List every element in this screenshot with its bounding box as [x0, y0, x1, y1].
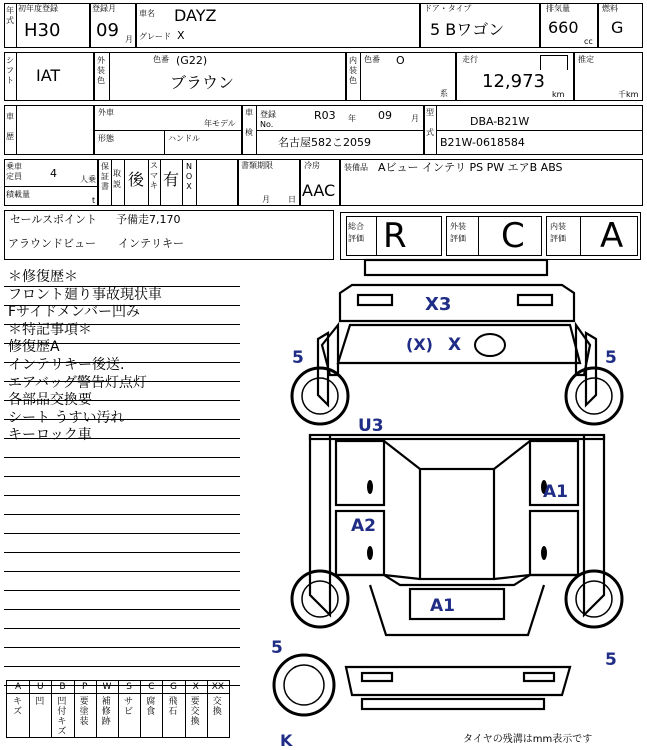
- load-label: 積載量: [6, 190, 30, 199]
- exterior-label: 外装 評価: [450, 222, 466, 243]
- tire-front-right: 5: [605, 348, 617, 368]
- legend-meaning: 凹: [35, 697, 45, 707]
- notes-rule: [4, 609, 240, 610]
- legend-meaning: キズ: [13, 697, 23, 717]
- overall-grade: R: [383, 216, 407, 256]
- interior-grade: A: [600, 216, 624, 256]
- note-line: エアバッグ警告灯点灯: [8, 374, 147, 391]
- color-no-label: 色番: [153, 55, 169, 64]
- equipment: Aビュー インテリ PS PW エアB ABS: [378, 161, 563, 174]
- damage-x: X: [448, 335, 462, 355]
- legend-code: B: [59, 682, 66, 692]
- car-diagram: [270, 255, 647, 750]
- inspection-era: R03: [314, 109, 336, 122]
- grade-label: グレード: [139, 32, 171, 41]
- thousand-km: 千km: [618, 90, 639, 99]
- notes-rule: [4, 457, 240, 458]
- load-unit: t: [92, 196, 96, 205]
- doc-month: 月: [262, 195, 270, 204]
- legend-meaning: 凹付キズ: [57, 697, 67, 737]
- sales-sub1: アラウンドビュー: [8, 237, 96, 250]
- legend-code: W: [102, 682, 112, 692]
- tire-rear-left: 5: [271, 638, 283, 658]
- mileage-bracket: [540, 55, 568, 70]
- mileage: 12,973: [482, 71, 545, 92]
- ext-color-label: 外 装 色: [97, 56, 105, 85]
- cc-unit: cc: [584, 37, 593, 46]
- door-type: 5 Bワゴン: [430, 20, 505, 39]
- capacity-label: 乗車 定員: [6, 162, 22, 181]
- smartkey-value: 有: [163, 170, 180, 189]
- legend-code: XX: [211, 682, 225, 692]
- ac-label: 冷房: [304, 161, 320, 170]
- legend-meaning: 飛石: [168, 697, 178, 717]
- shift: IAT: [36, 66, 61, 85]
- row3-history-box: [4, 105, 94, 155]
- damage-a1-right: A1: [543, 482, 568, 502]
- mileage-label: 走行: [462, 55, 478, 64]
- sales-text: 予備走7,170: [116, 213, 181, 226]
- car-history-label: 車 歴: [6, 112, 14, 141]
- damage-x-paren: (X): [406, 335, 433, 354]
- legend-meaning: 補修跡: [101, 697, 111, 727]
- grade-value: X: [177, 29, 185, 42]
- note-line: シート うすい汚れ: [8, 409, 125, 426]
- note-line: ＊修復歴＊: [8, 269, 78, 285]
- smartkey-label: ス マ キ: [150, 161, 158, 190]
- legend-code: A: [15, 682, 22, 692]
- damage-a2-left: A2: [351, 516, 376, 536]
- reg-month-label: 登録月: [92, 4, 116, 13]
- spare-tire-k: K: [280, 731, 293, 750]
- ac-value: AAC: [302, 181, 336, 200]
- fuel-label: 燃料: [602, 4, 618, 13]
- legend-meaning: サビ: [124, 697, 134, 717]
- model-code: DBA-B21W: [470, 115, 530, 128]
- legend-meaning: 腐食: [146, 697, 156, 717]
- sales-sub2: インテリキー: [118, 237, 184, 250]
- inspection-year-unit: 年: [348, 114, 356, 123]
- note-line: フロント廻り事故現状車: [8, 286, 162, 303]
- displacement-label: 排気量: [546, 4, 570, 13]
- model-label: 型 式: [426, 108, 434, 137]
- legend-code: G: [169, 682, 177, 692]
- manual-label: 取 説: [113, 169, 121, 189]
- car-name-label: 車名: [139, 9, 155, 18]
- fuel: G: [611, 18, 624, 37]
- note-line: Fサイドメンバー凹み: [8, 304, 140, 321]
- note-line: インテリキー後送.: [8, 357, 125, 373]
- legend-code: P: [81, 682, 88, 692]
- interior-label: 内装 評価: [550, 222, 566, 243]
- reg-no-label: 登録 No.: [260, 110, 276, 129]
- notes-rule: [4, 533, 240, 534]
- model-year-label: 年モデル: [204, 119, 236, 128]
- month-value: 09: [96, 20, 119, 41]
- car-name: DAYZ: [174, 6, 217, 25]
- int-color-label: 内 装 色: [349, 56, 357, 85]
- legend-code: X: [192, 682, 199, 692]
- note-line: ＊特記事項＊: [8, 321, 92, 338]
- doc-label: 書類期限: [241, 161, 273, 170]
- inspection-month: 09: [378, 109, 392, 122]
- exterior-grade: C: [501, 216, 525, 256]
- displacement: 660: [548, 18, 579, 37]
- notes-rule: [4, 514, 240, 515]
- legend-meaning: 要塗装: [79, 697, 89, 727]
- damage-u3: U3: [358, 416, 384, 436]
- door-type-label: ドア・タイプ: [424, 4, 472, 13]
- km-unit: km: [552, 90, 565, 99]
- damage-legend: [6, 680, 230, 738]
- int-color-code-label: 色番: [364, 55, 380, 64]
- equipment-label: 装備品: [344, 163, 368, 172]
- month-unit: 月: [125, 35, 133, 44]
- import-label: 外車: [98, 108, 114, 117]
- warranty-label: 保 証 書: [101, 162, 109, 191]
- tire-note: タイヤの残溝はmm表示です: [463, 734, 593, 745]
- note-line: キーロック車: [8, 427, 92, 444]
- notes-rule: [4, 647, 240, 648]
- year-label: 年 式: [6, 6, 14, 25]
- year-value: H30: [24, 20, 61, 41]
- shift-label: シ フ ト: [6, 56, 14, 85]
- notes-rule: [4, 495, 240, 496]
- color-name: ブラウン: [170, 73, 235, 92]
- int-color-unit: 系: [440, 89, 448, 98]
- legend-code: U: [36, 682, 44, 692]
- first-reg-label: 初年度登録: [18, 4, 58, 13]
- notes-rule: [4, 590, 240, 591]
- int-color-code: O: [396, 54, 405, 67]
- handle-label: ハンドル: [168, 134, 200, 143]
- color-code: (G22): [176, 54, 208, 67]
- note-line: 修復歴A: [8, 339, 60, 356]
- damage-x3: X3: [425, 294, 452, 315]
- notes-rule: [4, 552, 240, 553]
- nox-label: N O X: [185, 162, 193, 191]
- estimate-label: 推定: [578, 55, 594, 64]
- damage-a1-bottom: A1: [430, 596, 455, 616]
- tire-front-left: 5: [292, 348, 304, 368]
- person-unit: 人乗: [80, 175, 96, 184]
- legend-code: C: [148, 682, 155, 692]
- notes-rule: [4, 571, 240, 572]
- legend-meaning: 交換: [212, 697, 222, 717]
- ato-value: 後: [128, 170, 145, 189]
- legend-meaning: 要交換: [190, 697, 200, 727]
- note-line: 各部品交換要: [8, 392, 92, 409]
- inspection-label: 車 検: [245, 108, 253, 137]
- tire-rear-right: 5: [605, 650, 617, 670]
- shape-label: 形態: [98, 134, 114, 143]
- reg-number: 名古屋582こ2059: [278, 136, 371, 149]
- notes-rule: [4, 476, 240, 477]
- capacity: 4: [50, 167, 57, 180]
- overall-label: 総合 評価: [348, 222, 364, 243]
- legend-code: S: [126, 682, 132, 692]
- notes-rule: [4, 666, 240, 667]
- sales-label: セールスポイント: [10, 213, 98, 226]
- chassis-no: B21W-0618584: [440, 136, 525, 149]
- inspection-month-unit: 月: [411, 114, 419, 123]
- doc-day: 日: [288, 195, 296, 204]
- notes-rule: [4, 628, 240, 629]
